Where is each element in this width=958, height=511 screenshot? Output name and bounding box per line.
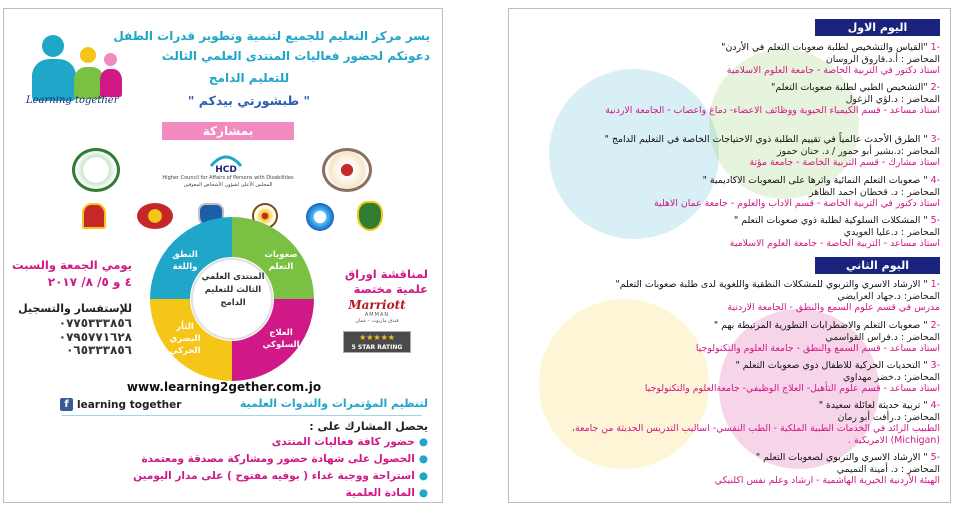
benefit-item: ●استراحة ووجبة غداء ( بوفيه مفتوح ) على مدار اليومين bbox=[133, 470, 428, 482]
partner-crest-icon-1 bbox=[82, 203, 106, 229]
topics-cycle-diagram bbox=[132, 209, 332, 389]
invitation-flyer bbox=[3, 8, 443, 503]
phone-number: ٠٧٩٥٧٧١٦٢٨ bbox=[58, 330, 132, 344]
cycle-center-title: المنتدى العلمي الثالث للتعليم الدامج bbox=[201, 272, 265, 308]
inquiry-label: للإستفسار والتسجيل bbox=[18, 302, 132, 315]
papers-label-1: لمناقشة اوراق bbox=[344, 267, 428, 281]
program-schedule bbox=[508, 8, 951, 503]
bullet-icon: ● bbox=[418, 470, 428, 482]
logo-caption: Learning together bbox=[26, 95, 119, 106]
lecture-item: -1 "القياس والتشخيص لطلبة صعوبات التعلم في الأردن" المحاضر : أ.د.فاروق الروسان استاذ دكتور في التربية الخاصة - جامعة العلوم الاسلامية bbox=[721, 42, 940, 76]
cycle-seg-behavioral-therapy: العلاج السلوكي bbox=[262, 328, 300, 350]
hcd-abbr: HCD bbox=[215, 165, 237, 174]
header-line-3: للتعليم الدامج bbox=[208, 71, 290, 85]
lecture-item: -2 "التشخيص الطبي لطلبة صعوبات التعلم" المحاضر : د.لؤي الزغول استاذ مساعد - قسم الكيمياء الحيوية ووظائف الاعضاء- دماغ واعصاب - الجامعة الاردنية bbox=[605, 82, 940, 116]
benefits-title: يحصل المشارك على : bbox=[309, 420, 428, 433]
lecture-item: -4 " صعوبات التعلم النمائية واثرها على الصعوبات الاكاديمية " المحاضر : د. قحطان احمد الظاهر استاذ دكتور في التربية الخاصة - قسم الاداب والعلوم - جامعة عمان الاهلية bbox=[654, 175, 940, 209]
cycle-seg-learning-difficulties: صعوبات التعلم bbox=[264, 250, 298, 272]
organizer-line: لتنظيم المؤتمرات والندوات العلمية bbox=[239, 397, 428, 410]
marriott-logo: Marriott AMMAN فندق ماريوت - عمان bbox=[348, 298, 406, 324]
header-line-1: يسر مركز التعليم للجميع لتنمية وتطوير قدرات الطفل bbox=[113, 29, 430, 43]
cycle-seg-visual-motor: الثأر البصري الحركي bbox=[169, 322, 201, 356]
bullet-icon: ● bbox=[418, 487, 428, 499]
phone-number: ٠٦٥٣٣٣٨٥٦ bbox=[66, 343, 132, 357]
benefit-item: ●الحصول على شهادة حضور ومشاركة مصدقة ومعتمدة bbox=[141, 453, 428, 465]
hcd-name: Higher Council for Affairs of Persons with Disabilities المجلس الأعلى لشؤون الأشخاص المعوقين bbox=[162, 175, 294, 188]
bullet-icon: ● bbox=[418, 436, 428, 448]
lecture-item: -5 " المشكلات السلوكية لطلبة ذوي صعوبات التعلم " المحاضر : د.عليا العويدي استاذ مساعد - التربية الخاصة - جامعة العلوم الاسلامية bbox=[729, 215, 940, 249]
date-label: ٤ و ٥/ ٨/ ٢٠١٧ bbox=[47, 275, 132, 289]
day-one-header: اليوم الاول bbox=[815, 19, 940, 36]
slogan: " طبشورتي بيدكم " bbox=[187, 93, 311, 108]
hcd-logo bbox=[207, 148, 245, 174]
star-icons: ★★★★★ bbox=[359, 333, 395, 342]
divider bbox=[62, 415, 422, 416]
lecture-item: -2 " صعوبات التعلم والاضطرابات التطورية المرتبطة بهم " المحاضر : د.فراس القواسمي استاذ مساعد - قسم السمع والنطق - جامعة العلوم والتكنولوجيا bbox=[695, 320, 940, 354]
five-star-badge: ★★★★★ 5 STAR RATING bbox=[343, 331, 411, 353]
benefit-item: ●حضور كافة فعاليات المنتدى bbox=[271, 436, 428, 448]
lecture-item: -3 " التحديات الحركية للاطفال ذوي صعوبات التعلم " المحاضر: د.خضر مهداوي استاذ مساعد - قسم علوم التأهيل- العلاج الوظيفي- جامعةالعلوم والتكنولوجيا bbox=[644, 360, 940, 394]
header-line-2: دعوتكم لحضور فعاليات المنتدى العلمي الثالث bbox=[161, 49, 430, 63]
ministry-seal-icon bbox=[322, 148, 372, 192]
participation-banner: بمشاركة bbox=[162, 122, 294, 140]
lecture-item: -5 " الارشاد الاسري والتربوي لصعوبات التعلم " المحاضر : د. أمينة التميمي الهيئة الأردنية الخيرية الهاشمية - ارشاد وعلم نفس اكلنيكي bbox=[714, 452, 940, 486]
lecture-item: -3 " الطرق الأحدث عالمياً في تقييم الطلبة ذوي الاحتياجات الخاصة في التعليم الدامج " المحاضر :د.بشير أبو حمور / د. حنان حموز استاذ مشارك - قسم التربية الخاصة - جامعة مؤتة bbox=[604, 134, 940, 168]
lecture-item: -1 " الارشاد الاسري والتربوي للمشكلات النطقية واللغوية لدى طلبة صعوبات التعلم" المحاضر: د.جهاد العرايضي مدرس في قسم علوم السمع والنطق - الجامعة الاردنية bbox=[615, 279, 940, 313]
facebook-page-name: learning together bbox=[77, 398, 182, 411]
facebook-link[interactable] bbox=[60, 398, 181, 411]
partner-seal-icon bbox=[72, 148, 120, 192]
lecture-item: -4 " تربية حديثة لعائلة سعيدة " المحاضر: د.رأفت أبو رمان الطبيب الرائد في الخدمات الطبية الملكية - الطب النفسي- اساليب التدريس الحديثة من جامعة، (Michigan) الامريكية . bbox=[572, 400, 940, 446]
papers-label-2: علمية مختصة bbox=[353, 282, 428, 296]
website-link[interactable]: www.learning2gether.com.jo bbox=[126, 380, 322, 394]
phone-number: ٠٧٧٥٣٣٣٨٥٦ bbox=[58, 316, 132, 330]
benefit-item: ●المادة العلمية bbox=[345, 487, 428, 499]
days-label: يومي الجمعة والسبت bbox=[12, 258, 132, 272]
partner-crest-icon-6 bbox=[357, 201, 383, 231]
facebook-icon: f bbox=[60, 398, 73, 411]
day-two-header: اليوم الثاني bbox=[815, 257, 940, 274]
bullet-icon: ● bbox=[418, 453, 428, 465]
cycle-seg-speech-language: النطق واللغة bbox=[172, 250, 198, 272]
